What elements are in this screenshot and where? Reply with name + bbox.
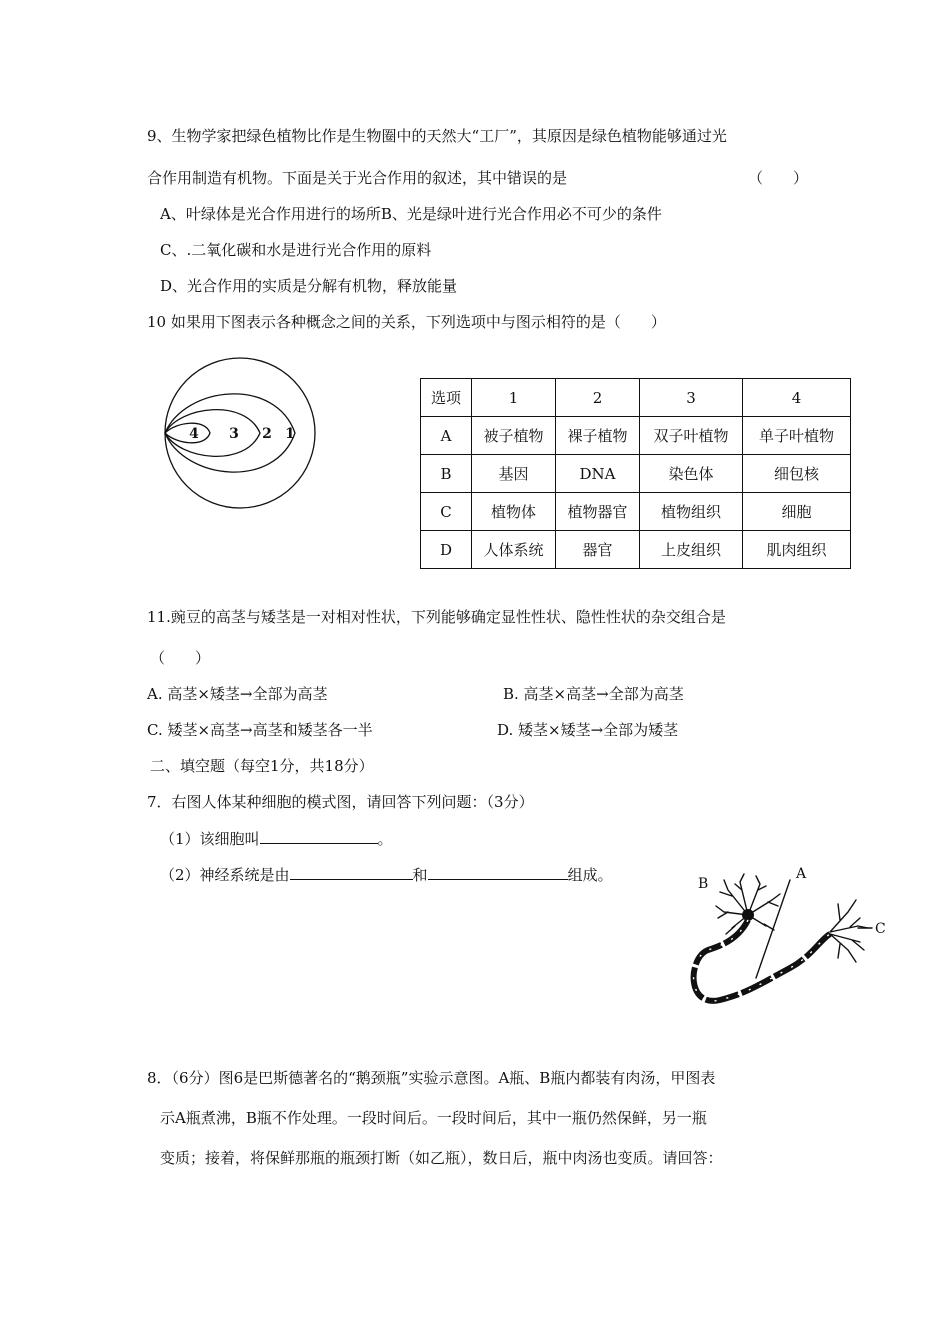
neuron-label-a: A — [796, 866, 807, 882]
table-header-cell: 选项 — [421, 379, 472, 417]
neuron-diagram — [680, 860, 910, 1020]
diagram-label-4: 4 — [189, 426, 199, 442]
q9-stem-line2: 合作用制造有机物。下面是关于光合作用的叙述，其中错误的是 — [147, 169, 568, 187]
table-cell: A — [421, 417, 472, 455]
q11-option-c: C. 矮茎×高茎→高茎和矮茎各一半 — [147, 721, 373, 739]
concept-nesting-diagram — [150, 356, 330, 516]
q7-sub1-suffix: 。 — [377, 830, 393, 848]
q7-answer-blank-1[interactable] — [260, 828, 378, 844]
q7-answer-blank-3[interactable] — [428, 864, 568, 880]
q9-answer-paren: （ ） — [748, 169, 809, 187]
q7-sub2 — [160, 864, 613, 885]
table-header-cell: 4 — [743, 379, 851, 417]
neuron-label-b: B — [698, 876, 709, 892]
q7-sub2-middle: 和 — [412, 866, 428, 884]
q7-sub2-prefix: （2）神经系统是由 — [160, 866, 290, 884]
q7-sub1-prefix: （1）该细胞叫 — [160, 830, 260, 848]
table-row — [421, 493, 851, 531]
table-cell: 细胞 — [743, 493, 851, 531]
q11-option-a: A. 高茎×矮茎→全部为高茎 — [147, 685, 328, 703]
q9-option-d: D、光合作用的实质是分解有机物，释放能量 — [160, 277, 458, 295]
q10-stem: 10 如果用下图表示各种概念之间的关系，下列选项中与图示相符的是（ ） — [147, 313, 666, 331]
table-cell: 植物体 — [472, 493, 556, 531]
q8-line1: 8．（6分）图6是巴斯德著名的“鹅颈瓶”实验示意图。A瓶、B瓶内都装有肉汤，甲图表 — [147, 1069, 716, 1087]
table-cell: 基因 — [472, 455, 556, 493]
table-cell: 植物器官 — [556, 493, 640, 531]
table-cell: 裸子植物 — [556, 417, 640, 455]
q11-option-d: D. 矮茎×矮茎→全部为矮茎 — [497, 721, 679, 739]
table-cell: DNA — [556, 455, 640, 493]
table-header-row — [421, 379, 851, 417]
table-cell: 染色体 — [640, 455, 743, 493]
diagram-label-2: 2 — [262, 426, 272, 442]
table-cell: 人体系统 — [472, 531, 556, 569]
table-cell: 被子植物 — [472, 417, 556, 455]
table-header-cell: 1 — [472, 379, 556, 417]
table-header-cell: 2 — [556, 379, 640, 417]
table-header-cell: 3 — [640, 379, 743, 417]
table-cell: 单子叶植物 — [743, 417, 851, 455]
q7-answer-blank-2[interactable] — [290, 864, 413, 880]
table-cell: 器官 — [556, 531, 640, 569]
q7-sub2-suffix: 组成。 — [567, 866, 613, 884]
table-cell: 双子叶植物 — [640, 417, 743, 455]
q7-sub1 — [160, 828, 393, 849]
q9-stem-line1: 9、生物学家把绿色植物比作是生物圈中的天然大“工厂”，其原因是绿色植物能够通过光 — [147, 127, 727, 145]
table-cell: B — [421, 455, 472, 493]
table-cell: 上皮组织 — [640, 531, 743, 569]
table-cell: 肌肉组织 — [743, 531, 851, 569]
q8-line2: 示A瓶煮沸，B瓶不作处理。一段时间后。一段时间后，其中一瓶仍然保鲜，另一瓶 — [160, 1109, 707, 1127]
table-cell: D — [421, 531, 472, 569]
q11-stem: 11.豌豆的高茎与矮茎是一对相对性状，下列能够确定显性性状、隐性性状的杂交组合是 — [147, 608, 726, 626]
q7-stem: 7．右图人体某种细胞的模式图，请回答下列问题：（3分） — [147, 793, 534, 811]
q11-answer-paren: （ ） — [150, 649, 211, 667]
table-row — [421, 455, 851, 493]
diagram-label-1: 1 — [285, 426, 295, 442]
table-row — [421, 417, 851, 455]
q11-option-b: B. 高茎×高茎→全部为高茎 — [503, 685, 684, 703]
q8-line3: 变质；接着，将保鲜那瓶的瓶颈打断（如乙瓶），数日后，瓶中肉汤也变质。请回答： — [160, 1149, 723, 1167]
neuron-label-c: C — [875, 921, 886, 937]
table-cell: C — [421, 493, 472, 531]
q9-option-ab: A、叶绿体是光合作用进行的场所B、光是绿叶进行光合作用必不可少的条件 — [160, 205, 662, 223]
section-title: 二、填空题（每空1分，共18分） — [150, 757, 374, 775]
table-cell: 植物组织 — [640, 493, 743, 531]
table-row — [421, 531, 851, 569]
diagram-label-3: 3 — [229, 426, 239, 442]
table-cell: 细包核 — [743, 455, 851, 493]
q10-options-table — [420, 378, 851, 569]
q9-option-c: C、.二氧化碳和水是进行光合作用的原料 — [160, 241, 432, 259]
